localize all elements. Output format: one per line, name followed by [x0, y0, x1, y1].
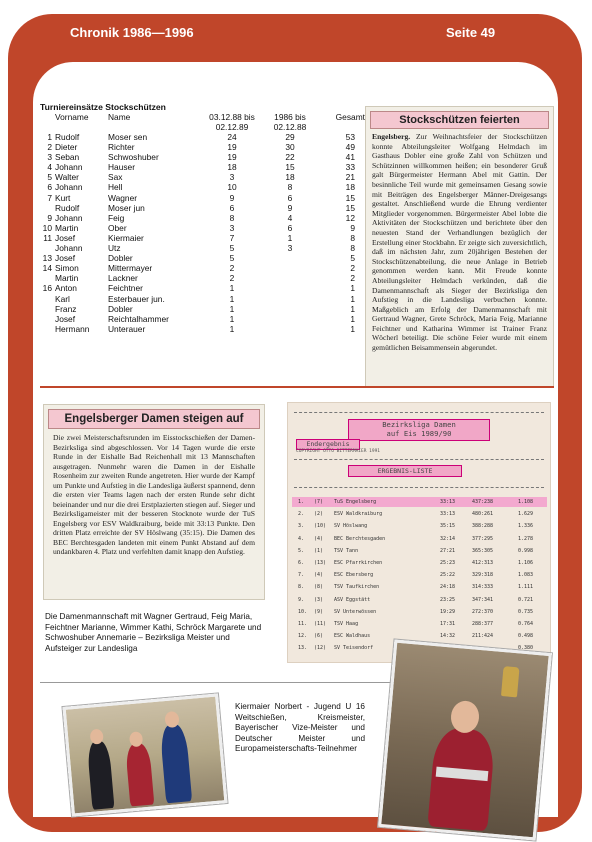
printout-pos: 3. — [298, 523, 305, 530]
results-printout — [287, 402, 551, 663]
printout-title: Bezirksliga Damen auf Eis 1989/90 — [348, 419, 490, 441]
printout-team: ESC Waldhaus — [334, 633, 371, 640]
period2-cell: 18 — [285, 172, 295, 183]
period1-cell: 19 — [227, 152, 237, 163]
table-row — [40, 294, 365, 304]
printout-prev: (13) — [314, 560, 327, 566]
printout-prev: (1) — [314, 547, 324, 554]
table-row — [40, 142, 365, 152]
rank-cell: 9 — [47, 212, 52, 223]
period1-cell: 1 — [229, 303, 235, 314]
rank-cell: 14 — [42, 263, 52, 274]
rank-cell: 7 — [47, 192, 52, 203]
vorname-cell: Karl — [55, 293, 70, 304]
col-period2-end: 02.12.88 — [273, 122, 307, 132]
printout-row — [292, 631, 547, 641]
printout-prev: (12) — [314, 645, 327, 652]
printout-prev: (8) — [314, 584, 324, 591]
clipping-headline: Engelsberger Damen steigen auf — [48, 409, 260, 429]
name-cell: Dobler — [108, 253, 133, 264]
table-row — [40, 283, 365, 293]
printout-prev: (11) — [314, 621, 327, 627]
printout-note: 1.111 — [518, 584, 534, 591]
vorname-cell: Franz — [55, 303, 77, 314]
total-cell: 12 — [345, 212, 355, 223]
name-cell: Ober — [108, 222, 127, 233]
printout-team: SV Höslwang — [334, 523, 368, 530]
clipping-damen — [43, 404, 265, 600]
printout-team: SV Unterwössen — [334, 608, 377, 615]
printout-pos: 8. — [298, 584, 305, 591]
vorname-cell: Martin — [55, 273, 79, 284]
period2-cell: 8 — [287, 182, 293, 193]
printout-pos: 1. — [298, 499, 305, 505]
printout-row — [292, 534, 547, 544]
printout-pos: 10. — [298, 608, 308, 615]
name-cell: Esterbauer jun. — [108, 293, 165, 304]
printout-score: 412:313 — [472, 560, 494, 566]
printout-pos: 4. — [298, 535, 305, 542]
clipping-dateline: Engelsberg. — [372, 132, 411, 141]
col-vorname: Vorname — [55, 112, 89, 122]
vorname-cell: Rudolf — [55, 132, 80, 142]
total-cell: 1 — [350, 323, 355, 334]
printout-pts: 33:13 — [440, 499, 456, 505]
period1-cell: 24 — [227, 132, 237, 142]
period2-cell: 15 — [285, 162, 295, 173]
printout-subtitle: Endergebnis — [296, 439, 360, 450]
printout-pos: 13. — [298, 645, 308, 652]
table-row — [40, 162, 365, 172]
printout-prev: (4) — [314, 572, 324, 579]
printout-pts: 23:25 — [440, 596, 456, 603]
printout-score: 288:377 — [472, 621, 494, 627]
name-cell: Feichtner — [108, 283, 143, 294]
name-cell: Lackner — [108, 273, 138, 284]
total-cell: 15 — [345, 192, 355, 203]
printout-note: 0.498 — [518, 633, 534, 640]
vorname-cell: Kurt — [55, 192, 71, 203]
table-row — [40, 152, 365, 162]
vorname-cell: Anton — [55, 283, 77, 294]
table-row — [40, 314, 365, 324]
printout-row — [292, 582, 547, 592]
name-cell: Feig — [108, 212, 125, 223]
name-cell: Unterauer — [108, 323, 146, 334]
printout-pos: 2. — [298, 511, 305, 518]
period1-cell: 1 — [229, 293, 235, 304]
printout-pts: 14:32 — [440, 633, 456, 640]
tournament-table — [40, 102, 365, 334]
name-cell: Hauser — [108, 162, 135, 173]
vorname-cell: Dieter — [55, 142, 78, 153]
person-figure — [87, 740, 115, 810]
period1-cell: 8 — [229, 212, 235, 223]
name-cell: Moser sen — [108, 132, 148, 142]
printout-pts: 27:21 — [440, 547, 456, 554]
rank-cell: 13 — [42, 253, 52, 264]
printout-score: 365:305 — [472, 547, 494, 554]
total-cell: 49 — [345, 142, 355, 153]
table-row — [40, 304, 365, 314]
name-cell: Dobler — [108, 303, 133, 314]
rank-cell: 10 — [42, 222, 52, 233]
name-cell: Richter — [108, 142, 135, 153]
printout-note: 1.083 — [518, 572, 534, 579]
table-row — [40, 203, 365, 213]
period1-cell: 5 — [229, 253, 235, 264]
printout-rule — [294, 412, 544, 413]
printout-note: 1.336 — [518, 523, 534, 530]
printout-pos: 5. — [298, 547, 305, 554]
printout-note: 0.735 — [518, 608, 534, 615]
clipping-body: Zur Weihnachtsfeier der Stockschützen konnte Abteilungsleiter Wolfgang Helmdach im Gasthaus Dobler eine große Zahl von Schützen und Schützinnen willkommen heißen; ein besonderer Gruß galt Bürgermeister Hermann Abel mit Gattin. Der besinnliche Teil wurde mit gemeinsamen Gesang sowie mit Beiträgen des Engelsberger Männer-Dreigesangs gestaltet. Anschließend wurde die Ehrung verdienter Mitglieder vorgenommen. Bürgermeister Abel lobte die Aktivitäten der Stockschützen und berichtete über den neuesten Stand der Verhandlungen bezüglich der Erstellung einer Stockbahn. Er zeigte sich zuversichtlich, daß im nächsten Jahr, zum 20jährigen Bestehen der Stockschützenabteilung, die neue Anlage in Betrieb genommen werden kann. Mit Freude konnte Abteilungsleiter Helmdach verkünden, daß die Damenmannschaft als Sieger der Bezirksliga den Aufstieg in die Landesliga verbuchen konnte. Maßgeblich am Erfolg der Damenmannschaft mit Gertraud Wagner, Grete Schröck, Maria Feig, Marianne Feichtner und Katharina Wimmer ist Trainer Franz Wöcherl beteiligt. Die schöne Feier wurde mit einem gemütlichen Beisammensein abgerundet. — [372, 132, 547, 353]
total-cell: 15 — [345, 202, 355, 213]
clipping-stockschuetzen — [365, 106, 554, 387]
printout-pos: 12. — [298, 633, 308, 640]
trophy-photo — [378, 639, 552, 840]
printout-pos: 6. — [298, 560, 305, 566]
printout-note: 0.764 — [518, 621, 534, 627]
printout-pos: 7. — [298, 572, 305, 579]
printout-row — [292, 497, 547, 507]
period2-cell: 6 — [287, 192, 293, 203]
period2-cell: 29 — [285, 132, 295, 142]
printout-score: 211:424 — [472, 633, 494, 640]
vorname-cell: Josef — [55, 253, 76, 264]
vorname-cell: Rudolf — [55, 202, 80, 213]
printout-prev: (9) — [314, 608, 324, 615]
total-cell: 5 — [350, 253, 355, 264]
period2-cell: 3 — [287, 243, 293, 254]
period1-cell: 7 — [229, 232, 235, 243]
printout-prev: (6) — [314, 633, 324, 640]
name-cell: Moser jun — [108, 202, 145, 213]
printout-rule — [294, 459, 544, 460]
period1-cell: 9 — [229, 192, 235, 203]
name-cell: Wagner — [108, 192, 138, 203]
table-row — [40, 132, 365, 142]
team-photo — [63, 693, 228, 816]
period1-cell: 1 — [229, 313, 235, 324]
total-cell: 41 — [345, 152, 355, 163]
name-cell: Reichtalhammer — [108, 313, 169, 324]
vorname-cell: Johann — [55, 243, 83, 254]
printout-team: TSV Taufkirchen — [334, 584, 380, 591]
chronicle-title: Chronik 1986—1996 — [70, 25, 194, 40]
vorname-cell: Seban — [55, 152, 80, 163]
table-row — [40, 182, 365, 192]
printout-team: BEC Berchtesgaden — [334, 535, 386, 542]
printout-team: ESC Pfarrkirchen — [334, 560, 383, 566]
period1-cell: 5 — [229, 243, 235, 254]
printout-pts: 19:29 — [440, 608, 456, 615]
rank-cell: 1 — [47, 132, 52, 142]
printout-row — [292, 509, 547, 519]
printout-pts: 24:18 — [440, 584, 456, 591]
table-row — [40, 213, 365, 223]
printout-list-label: ERGEBNIS-LISTE — [348, 465, 462, 477]
printout-row — [292, 595, 547, 605]
printout-team: ESV Waldkraiburg — [334, 511, 383, 518]
name-cell: Mittermayer — [108, 263, 153, 274]
name-cell: Hell — [108, 182, 123, 193]
printout-team: TSV Tann — [334, 547, 359, 554]
total-cell: 1 — [350, 293, 355, 304]
printout-pts: 25:23 — [440, 560, 456, 566]
vorname-cell: Josef — [55, 232, 76, 243]
printout-prev: (7) — [314, 499, 324, 505]
period1-cell: 1 — [229, 283, 235, 294]
printout-score: 329:318 — [472, 572, 494, 579]
rank-cell: 3 — [47, 152, 52, 163]
table-row — [40, 193, 365, 203]
vorname-cell: Hermann — [55, 323, 90, 334]
printout-row — [292, 570, 547, 580]
total-cell: 8 — [350, 243, 355, 254]
printout-prev: (4) — [314, 535, 324, 542]
caption-damenmannschaft: Die Damenmannschaft mit Wagner Gertraud, Feig Maria, Feichtner Marianne, Wimmer Kathi, Schröck Margarete und Schwoshuber Annemarie – Bezirksliga Meister und Aufsteiger zur Landesliga — [45, 612, 262, 653]
period1-cell: 6 — [229, 202, 235, 213]
printout-row — [292, 546, 547, 556]
trophy-icon — [501, 666, 520, 697]
total-cell: 2 — [350, 273, 355, 284]
rank-cell: 5 — [47, 172, 52, 183]
caption-kiermaier: Kiermaier Norbert - Jugend U 16 Weitschießen, Kreismeister, Bayerischer Vize-Meister und Deutscher Meister und Europameisterschafts-Teilnehmer — [235, 702, 365, 753]
period2-cell: 30 — [285, 142, 295, 153]
period1-cell: 19 — [227, 142, 237, 153]
printout-score: 480:261 — [472, 511, 494, 518]
printout-team: ESC Ebersberg — [334, 572, 374, 579]
total-cell: 8 — [350, 232, 355, 243]
name-cell: Sax — [108, 172, 123, 183]
name-cell: Utz — [108, 243, 121, 254]
printout-row — [292, 558, 547, 568]
printout-note: 0.721 — [518, 596, 534, 603]
vorname-cell: Johann — [55, 182, 83, 193]
clipping-body: Die zwei Meisterschaftsrunden im Eisstockschießen der Damen-Bezirksliga sind abgeschlossen. Vor 14 Tagen wurde die erste Runde in der Eishalle Bad Reichenhall mit 13 Mannschaften ausgetragen. Nunmehr waren die Damen in der Eishalle Rosenheim zur zweiten Runde angetreten. Hier wurde der Kampf um Punkte und Aufstieg in die Landesliga äußerst spannend, denn die ersten vier Teams lagen nach der ersten Runde sehr dicht beieinander und nur die drei Erstplazierten stiegen auf. Sieger und Bezirksligameister mit der besseren Stocknote wurde der TuS Engelsberg vor ESV Waldkraiburg, beide mit 33:13 Punkte. Den dritten Platz erreichte der SV Höslwang (35:15). Die Damen des BEC Berchtesgaden landeten mit einem Punkt Abstand auf dem undankbaren 4. Platz und verfehlten damit knapp den Aufstieg. — [53, 433, 255, 556]
period1-cell: 10 — [227, 182, 237, 193]
rank-cell: 4 — [47, 162, 52, 173]
printout-prev: (10) — [314, 523, 327, 530]
printout-row — [292, 607, 547, 617]
col-period1-end: 02.12.89 — [215, 122, 249, 132]
period2-cell: 9 — [287, 202, 293, 213]
printout-note: 1.106 — [518, 560, 534, 566]
total-cell: 53 — [345, 132, 355, 142]
total-cell: 18 — [345, 182, 355, 193]
printout-team: TSV Haag — [334, 621, 359, 627]
vorname-cell: Simon — [55, 263, 79, 274]
period2-cell: 1 — [287, 232, 293, 243]
rank-cell: 2 — [47, 142, 52, 153]
printout-prev: (3) — [314, 596, 324, 603]
table-row — [40, 324, 365, 334]
printout-note: 1.278 — [518, 535, 534, 542]
printout-rule — [294, 487, 544, 488]
printout-team: SV Teisendorf — [334, 645, 374, 652]
printout-score: 377:295 — [472, 535, 494, 542]
table-row — [40, 263, 365, 273]
period1-cell: 18 — [227, 162, 237, 173]
total-cell: 33 — [345, 162, 355, 173]
printout-score: 272:370 — [472, 608, 494, 615]
period1-cell: 2 — [229, 263, 235, 274]
period1-cell: 2 — [229, 273, 235, 284]
period1-cell: 3 — [229, 172, 235, 183]
total-cell: 1 — [350, 313, 355, 324]
printout-pos: 9. — [298, 596, 305, 603]
name-cell: Schwoshuber — [108, 152, 159, 163]
printout-pts: 25:22 — [440, 572, 456, 579]
total-cell: 2 — [350, 263, 355, 274]
printout-pts: 32:14 — [440, 535, 456, 542]
table-row — [40, 233, 365, 243]
printout-copyright: COPYRIGHT OTTO BITTERMAIER 1991 — [296, 449, 380, 454]
page-number: Seite 49 — [446, 25, 496, 40]
table-row — [40, 243, 365, 253]
vorname-cell: Josef — [55, 313, 76, 324]
period1-cell: 1 — [229, 323, 235, 334]
printout-prev: (2) — [314, 511, 324, 518]
printout-pts: 17:31 — [440, 621, 456, 627]
printout-team: ASV Eggstätt — [334, 596, 371, 603]
total-cell: 1 — [350, 283, 355, 294]
col-period1-start: 03.12.88 bis — [209, 112, 255, 122]
table-row — [40, 223, 365, 233]
printout-pts: 33:13 — [440, 511, 456, 518]
vorname-cell: Johann — [55, 162, 83, 173]
printout-note: 0.380 — [518, 645, 534, 652]
total-cell: 9 — [350, 222, 355, 233]
printout-note: 1.629 — [518, 511, 534, 518]
printout-team: TuS Engelsberg — [334, 499, 377, 505]
printout-score: 388:288 — [472, 523, 494, 530]
printout-note: 1.108 — [518, 499, 534, 505]
printout-note: 0.998 — [518, 547, 534, 554]
person-figure — [159, 723, 192, 803]
printout-row — [292, 521, 547, 531]
total-cell: 21 — [345, 172, 355, 183]
period2-cell: 4 — [287, 212, 293, 223]
table-row — [40, 172, 365, 182]
rank-cell: 11 — [43, 232, 52, 243]
divider-red — [40, 386, 554, 388]
table-row — [40, 253, 365, 263]
rank-cell: 16 — [42, 283, 52, 294]
period1-cell: 3 — [229, 222, 235, 233]
name-cell: Kiermaier — [108, 232, 144, 243]
col-name: Name — [108, 112, 131, 122]
vorname-cell: Martin — [55, 222, 79, 233]
table-title: Turniereinsätze Stockschützen — [40, 102, 166, 112]
clipping-text — [366, 129, 553, 356]
printout-score: 314:333 — [472, 584, 494, 591]
printout-row — [292, 619, 547, 629]
printout-score: 437:238 — [472, 499, 494, 505]
rank-cell: 6 — [47, 182, 52, 193]
printout-pts: 35:15 — [440, 523, 456, 530]
printout-score: 347:341 — [472, 596, 494, 603]
printout-pos: 11. — [298, 621, 308, 627]
col-period2-start: 1986 bis — [274, 112, 306, 122]
total-cell: 1 — [350, 303, 355, 314]
vorname-cell: Johann — [55, 212, 83, 223]
vorname-cell: Walter — [55, 172, 79, 183]
period2-cell: 6 — [287, 222, 293, 233]
period2-cell: 22 — [285, 152, 295, 163]
table-row — [40, 273, 365, 283]
person-figure — [125, 743, 154, 807]
clipping-headline: Stockschützen feierten — [370, 111, 549, 129]
col-gesamt: Gesamt — [335, 112, 365, 122]
